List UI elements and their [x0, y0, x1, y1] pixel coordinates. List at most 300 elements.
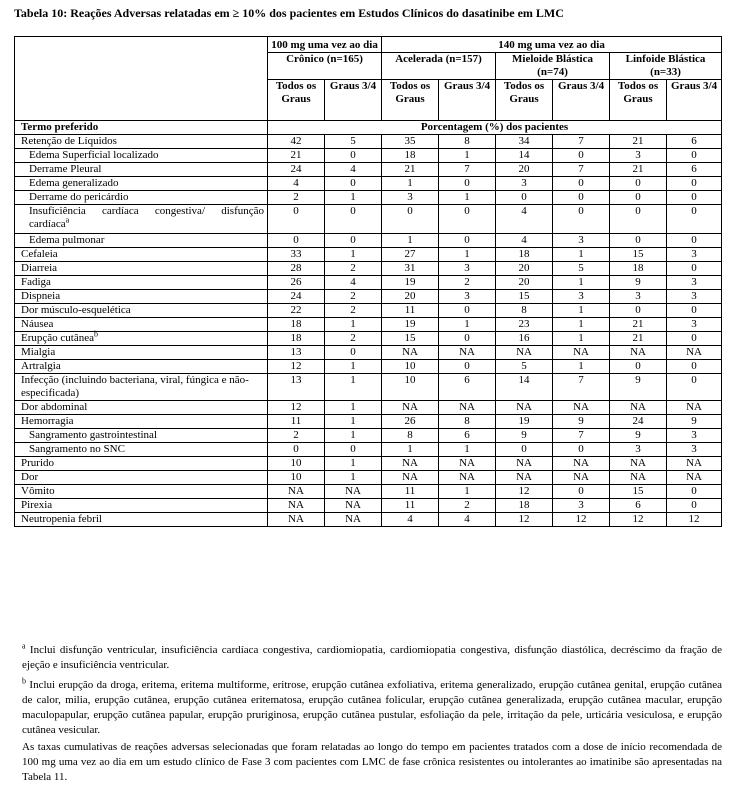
termo-preferido-header: Termo preferido — [15, 121, 268, 135]
value-cell: 3 — [553, 234, 610, 248]
row-term — [15, 262, 268, 276]
table-row — [15, 191, 722, 205]
table-row — [15, 248, 722, 262]
row-term — [15, 374, 268, 401]
value-cell: 11 — [382, 485, 439, 499]
table-row — [15, 471, 722, 485]
value-cell: 8 — [496, 304, 553, 318]
row-term — [15, 248, 268, 262]
table-row — [15, 374, 722, 401]
row-term-text: Infecção (incluindo bacteriana, viral, fúngica e não-especificada) — [21, 374, 249, 399]
value-cell: NA — [439, 401, 496, 415]
value-cell: 0 — [667, 234, 722, 248]
value-cell: 3 — [667, 276, 722, 290]
value-cell: NA — [325, 499, 382, 513]
row-term — [15, 457, 268, 471]
value-cell: 6 — [667, 163, 722, 177]
group-header-cronico: Crônico (n=165) — [268, 53, 382, 80]
value-cell: 12 — [496, 485, 553, 499]
row-term-text: Erupção cutânea — [21, 332, 94, 344]
value-cell: 13 — [268, 374, 325, 401]
value-cell: 34 — [496, 135, 553, 149]
row-term-text: Prurido — [21, 457, 54, 469]
value-cell: 10 — [382, 360, 439, 374]
value-cell: 0 — [325, 234, 382, 248]
value-cell: 0 — [610, 191, 667, 205]
value-cell: 0 — [439, 332, 496, 346]
value-cell: 7 — [553, 135, 610, 149]
value-cell: 2 — [268, 429, 325, 443]
footnote-a-text: Inclui disfunção ventricular, insuficiência cardíaca congestiva, cardiomiopatia, cardiomiopatia congestiva, disfunção diastólica, decréscimo da fração de ejeção e insuficiência ventricular. — [22, 644, 723, 671]
value-cell: 9 — [553, 415, 610, 429]
value-cell: 0 — [667, 360, 722, 374]
row-term-text: Mialgia — [21, 346, 56, 358]
row-term-text: Insuficiência cardíaca congestiva/ disfunção cardíaca — [29, 205, 264, 230]
value-cell: 15 — [382, 332, 439, 346]
value-cell: 2 — [325, 290, 382, 304]
value-cell: 0 — [268, 234, 325, 248]
value-cell: 4 — [496, 205, 553, 234]
row-term-text: Hemorragia — [21, 415, 74, 427]
value-cell: 7 — [553, 163, 610, 177]
value-cell: 15 — [496, 290, 553, 304]
row-term — [15, 304, 268, 318]
value-cell: 8 — [439, 415, 496, 429]
value-cell: 1 — [553, 332, 610, 346]
col-header-graus-3-4: Graus 3/4 — [325, 80, 382, 121]
footnote-a — [22, 643, 722, 673]
value-cell: 10 — [268, 457, 325, 471]
row-term-text: Artralgia — [21, 360, 61, 372]
row-term-text: Dor abdominal — [21, 401, 88, 413]
col-header-graus-3-4: Graus 3/4 — [553, 80, 610, 121]
row-term — [15, 205, 268, 234]
value-cell: 12 — [553, 513, 610, 527]
value-cell: 0 — [325, 346, 382, 360]
row-term-text: Edema pulmonar — [29, 234, 105, 246]
value-cell: 2 — [325, 262, 382, 276]
value-cell: NA — [667, 401, 722, 415]
value-cell: 3 — [553, 499, 610, 513]
value-cell: 4 — [268, 177, 325, 191]
row-term-text: Edema Superficial localizado — [29, 149, 159, 161]
value-cell: 0 — [553, 205, 610, 234]
row-term — [15, 415, 268, 429]
value-cell: 12 — [667, 513, 722, 527]
table-row — [15, 346, 722, 360]
value-cell: 0 — [553, 443, 610, 457]
value-cell: 4 — [382, 513, 439, 527]
value-cell: 21 — [382, 163, 439, 177]
value-cell: 1 — [439, 485, 496, 499]
adverse-reactions-table — [14, 36, 722, 527]
value-cell: 9 — [667, 415, 722, 429]
porcentagem-header: Porcentagem (%) dos pacientes — [268, 121, 722, 135]
value-cell: 0 — [382, 205, 439, 234]
dose-100-header: 100 mg uma vez ao dia — [268, 37, 382, 53]
value-cell: 7 — [553, 374, 610, 401]
row-term — [15, 234, 268, 248]
col-header-todos-graus: Todos os Graus — [610, 80, 667, 121]
value-cell: 1 — [325, 415, 382, 429]
value-cell: NA — [610, 401, 667, 415]
value-cell: 0 — [325, 443, 382, 457]
value-cell: 0 — [496, 191, 553, 205]
table-row — [15, 332, 722, 346]
value-cell: 1 — [325, 471, 382, 485]
value-cell: 31 — [382, 262, 439, 276]
value-cell: 1 — [325, 248, 382, 262]
value-cell: 22 — [268, 304, 325, 318]
value-cell: 0 — [439, 205, 496, 234]
row-term-text: Dor — [21, 471, 39, 483]
value-cell: 9 — [496, 429, 553, 443]
row-term — [15, 360, 268, 374]
value-cell: 24 — [268, 290, 325, 304]
table-row — [15, 205, 722, 234]
value-cell: 21 — [268, 149, 325, 163]
col-header-todos-graus: Todos os Graus — [382, 80, 439, 121]
value-cell: 6 — [667, 135, 722, 149]
value-cell: 4 — [325, 163, 382, 177]
group-header-acelerada: Acelerada (n=157) — [382, 53, 496, 80]
value-cell: 8 — [382, 429, 439, 443]
value-cell: 3 — [610, 290, 667, 304]
row-term — [15, 429, 268, 443]
row-term-text: Dor músculo-esquelética — [21, 304, 131, 316]
value-cell: 6 — [439, 374, 496, 401]
value-cell: 8 — [439, 135, 496, 149]
table-row — [15, 513, 722, 527]
value-cell: 1 — [553, 276, 610, 290]
value-cell: 1 — [439, 191, 496, 205]
value-cell: 16 — [496, 332, 553, 346]
col-header-todos-graus: Todos os Graus — [496, 80, 553, 121]
value-cell: 1 — [325, 401, 382, 415]
value-cell: 0 — [325, 177, 382, 191]
value-cell: 0 — [667, 499, 722, 513]
row-term-text: Derrame Pleural — [29, 163, 102, 175]
value-cell: 0 — [667, 304, 722, 318]
value-cell: 0 — [553, 149, 610, 163]
row-term-text: Fadiga — [21, 276, 51, 288]
value-cell: 1 — [439, 443, 496, 457]
value-cell: 0 — [610, 360, 667, 374]
value-cell: 1 — [325, 318, 382, 332]
value-cell: 11 — [382, 499, 439, 513]
value-cell: 1 — [553, 248, 610, 262]
value-cell: 23 — [496, 318, 553, 332]
table-row — [15, 429, 722, 443]
value-cell: 19 — [496, 415, 553, 429]
row-term — [15, 191, 268, 205]
value-cell: NA — [553, 471, 610, 485]
value-cell: 14 — [496, 374, 553, 401]
row-term — [15, 443, 268, 457]
value-cell: 20 — [382, 290, 439, 304]
value-cell: 7 — [439, 163, 496, 177]
value-cell: NA — [268, 485, 325, 499]
value-cell: 4 — [439, 513, 496, 527]
row-term — [15, 401, 268, 415]
value-cell: NA — [610, 457, 667, 471]
value-cell: 0 — [439, 234, 496, 248]
value-cell: 9 — [610, 429, 667, 443]
value-cell: 1 — [553, 360, 610, 374]
value-cell: 0 — [439, 177, 496, 191]
value-cell: 3 — [610, 149, 667, 163]
table-title: Tabela 10: Reações Adversas relatadas em ≥ 10% dos pacientes em Estudos Clínicos do dasatinibe em LMC — [14, 6, 564, 20]
row-term-text: Edema generalizado — [29, 177, 119, 189]
value-cell: 1 — [439, 318, 496, 332]
value-cell: 0 — [667, 262, 722, 276]
value-cell: NA — [553, 346, 610, 360]
value-cell: 9 — [610, 374, 667, 401]
table-row — [15, 135, 722, 149]
value-cell: 12 — [610, 513, 667, 527]
value-cell: 26 — [382, 415, 439, 429]
footnote-b-text: Inclui erupção da droga, eritema, eritema multiforme, eritrose, erupção cutânea exfoliativa, eritema generalizado, erupção cutânea genital, erupção cutânea de calor, milia, erupção cutânea, erupção cutânea eritematosa, erupção cutânea folicular, erupção cutânea generalizada, erupção cutânea macular, erupção maculopapular, erupção cutânea papular, erupção pruriginosa, erupção cutânea pustular, esfoliação da pele, irritação da pele, urticária vesiculosa, e erupção cutânea vesicular. — [22, 679, 723, 736]
value-cell: 18 — [496, 499, 553, 513]
value-cell: NA — [496, 401, 553, 415]
value-cell: NA — [325, 513, 382, 527]
value-cell: 3 — [439, 290, 496, 304]
value-cell: NA — [382, 457, 439, 471]
value-cell: 0 — [610, 304, 667, 318]
group-header-linfoide: Linfoide Blástica (n=33) — [610, 53, 722, 80]
value-cell: 1 — [382, 234, 439, 248]
value-cell: 0 — [667, 177, 722, 191]
table-row — [15, 177, 722, 191]
table-row — [15, 485, 722, 499]
value-cell: 18 — [496, 248, 553, 262]
value-cell: NA — [268, 513, 325, 527]
value-cell: 14 — [496, 149, 553, 163]
value-cell: 11 — [382, 304, 439, 318]
value-cell: 0 — [610, 234, 667, 248]
value-cell: NA — [496, 471, 553, 485]
value-cell: 7 — [553, 429, 610, 443]
value-cell: NA — [268, 499, 325, 513]
value-cell: 1 — [325, 457, 382, 471]
value-cell: 12 — [268, 401, 325, 415]
value-cell: 1 — [553, 318, 610, 332]
row-term — [15, 290, 268, 304]
value-cell: 10 — [382, 374, 439, 401]
value-cell: 0 — [667, 485, 722, 499]
value-cell: 0 — [268, 443, 325, 457]
value-cell: 24 — [610, 415, 667, 429]
table-row — [15, 318, 722, 332]
value-cell: 9 — [610, 276, 667, 290]
table-row — [15, 443, 722, 457]
value-cell: NA — [553, 457, 610, 471]
value-cell: NA — [325, 485, 382, 499]
value-cell: NA — [382, 471, 439, 485]
value-cell: 0 — [610, 205, 667, 234]
value-cell: 3 — [667, 248, 722, 262]
row-term-text: Diarreia — [21, 262, 58, 274]
row-term-text: Neutropenia febril — [21, 513, 102, 525]
cumulative-note: As taxas cumulativas de reações adversas selecionadas que foram relatadas ao longo do tempo em pacientes tratados com a dose de início recomendada de 100 mg uma vez ao dia em um estudo clínico de Fase 3 com pacientes com LMC de fase crônica resistentes ou intolerantes ao imatinibe são apresentadas na Tabela 11. — [22, 741, 722, 783]
table-row — [15, 149, 722, 163]
value-cell: 3 — [667, 318, 722, 332]
row-term-text: Derrame do pericárdio — [29, 191, 129, 203]
value-cell: NA — [667, 471, 722, 485]
value-cell: 0 — [667, 374, 722, 401]
value-cell: 2 — [325, 304, 382, 318]
value-cell: 2 — [439, 499, 496, 513]
value-cell: 3 — [610, 443, 667, 457]
row-term — [15, 149, 268, 163]
value-cell: 6 — [439, 429, 496, 443]
corner-cell — [15, 37, 268, 121]
table-row — [15, 276, 722, 290]
value-cell: NA — [667, 457, 722, 471]
value-cell: 0 — [667, 205, 722, 234]
value-cell: 27 — [382, 248, 439, 262]
value-cell: NA — [382, 346, 439, 360]
value-cell: 0 — [553, 177, 610, 191]
value-cell: NA — [610, 346, 667, 360]
row-term-text: Sangramento no SNC — [29, 443, 125, 455]
value-cell: 26 — [268, 276, 325, 290]
value-cell: 4 — [496, 234, 553, 248]
table-row — [15, 415, 722, 429]
value-cell: 3 — [382, 191, 439, 205]
value-cell: 11 — [268, 415, 325, 429]
row-term-text: Dispneia — [21, 290, 61, 302]
value-cell: NA — [439, 471, 496, 485]
value-cell: 4 — [325, 276, 382, 290]
row-term — [15, 499, 268, 513]
row-term — [15, 346, 268, 360]
row-term — [15, 485, 268, 499]
value-cell: 3 — [496, 177, 553, 191]
value-cell: 0 — [667, 332, 722, 346]
footnote-ref: a — [65, 215, 70, 225]
row-term-text: Cefaleia — [21, 248, 58, 260]
value-cell: NA — [439, 346, 496, 360]
row-term — [15, 163, 268, 177]
value-cell: 2 — [325, 332, 382, 346]
value-cell: 3 — [553, 290, 610, 304]
value-cell: 20 — [496, 276, 553, 290]
value-cell: NA — [439, 457, 496, 471]
value-cell: 12 — [268, 360, 325, 374]
table-row — [15, 234, 722, 248]
value-cell: 28 — [268, 262, 325, 276]
value-cell: NA — [382, 401, 439, 415]
value-cell: NA — [667, 346, 722, 360]
value-cell: 21 — [610, 318, 667, 332]
value-cell: 35 — [382, 135, 439, 149]
value-cell: 3 — [667, 290, 722, 304]
value-cell: 2 — [439, 276, 496, 290]
value-cell: NA — [610, 471, 667, 485]
value-cell: 5 — [553, 262, 610, 276]
value-cell: 12 — [496, 513, 553, 527]
value-cell: 6 — [610, 499, 667, 513]
value-cell: 3 — [667, 429, 722, 443]
row-term — [15, 318, 268, 332]
value-cell: 1 — [553, 304, 610, 318]
col-header-todos-graus: Todos os Graus — [268, 80, 325, 121]
value-cell: 1 — [439, 248, 496, 262]
value-cell: 15 — [610, 248, 667, 262]
value-cell: 0 — [268, 205, 325, 234]
value-cell: 5 — [496, 360, 553, 374]
value-cell: 19 — [382, 318, 439, 332]
value-cell: 21 — [610, 332, 667, 346]
footnote-a-mark: a — [22, 641, 26, 651]
value-cell: 0 — [496, 443, 553, 457]
value-cell: NA — [496, 346, 553, 360]
value-cell: NA — [496, 457, 553, 471]
value-cell: 18 — [610, 262, 667, 276]
row-term-text: Vômito — [21, 485, 55, 497]
value-cell: 18 — [268, 318, 325, 332]
value-cell: 1 — [382, 177, 439, 191]
value-cell: 0 — [439, 360, 496, 374]
value-cell: 1 — [325, 374, 382, 401]
row-term-text: Retenção de Líquidos — [21, 135, 117, 147]
value-cell: 21 — [610, 135, 667, 149]
value-cell: 0 — [553, 485, 610, 499]
value-cell: 0 — [553, 191, 610, 205]
row-term-text: Náusea — [21, 318, 54, 330]
col-header-graus-3-4: Graus 3/4 — [667, 80, 722, 121]
value-cell: 1 — [382, 443, 439, 457]
value-cell: 3 — [439, 262, 496, 276]
dose-140-header: 140 mg uma vez ao dia — [382, 37, 722, 53]
table-row — [15, 401, 722, 415]
row-term — [15, 329, 268, 346]
value-cell: 0 — [325, 149, 382, 163]
table-row — [15, 457, 722, 471]
group-header-mieloide: Mieloide Blástica (n=74) — [496, 53, 610, 80]
value-cell: 0 — [439, 304, 496, 318]
row-term-text: Sangramento gastrointestinal — [29, 429, 157, 441]
row-term — [15, 135, 268, 149]
value-cell: 24 — [268, 163, 325, 177]
value-cell: 15 — [610, 485, 667, 499]
table-row — [15, 304, 722, 318]
value-cell: 2 — [268, 191, 325, 205]
value-cell: 1 — [439, 149, 496, 163]
value-cell: 10 — [268, 471, 325, 485]
row-term-text: Pirexia — [21, 499, 53, 511]
value-cell: 18 — [382, 149, 439, 163]
value-cell: 19 — [382, 276, 439, 290]
value-cell: 1 — [325, 360, 382, 374]
value-cell: 13 — [268, 346, 325, 360]
value-cell: 1 — [325, 429, 382, 443]
row-term — [15, 177, 268, 191]
table-row — [15, 360, 722, 374]
table-row — [15, 499, 722, 513]
table-row — [15, 262, 722, 276]
value-cell: 1 — [325, 191, 382, 205]
value-cell: 0 — [667, 149, 722, 163]
row-term — [15, 471, 268, 485]
value-cell: 20 — [496, 163, 553, 177]
footnote-ref: b — [93, 329, 98, 339]
col-header-graus-3-4: Graus 3/4 — [439, 80, 496, 121]
value-cell: 18 — [268, 332, 325, 346]
table-row — [15, 163, 722, 177]
value-cell: 21 — [610, 163, 667, 177]
